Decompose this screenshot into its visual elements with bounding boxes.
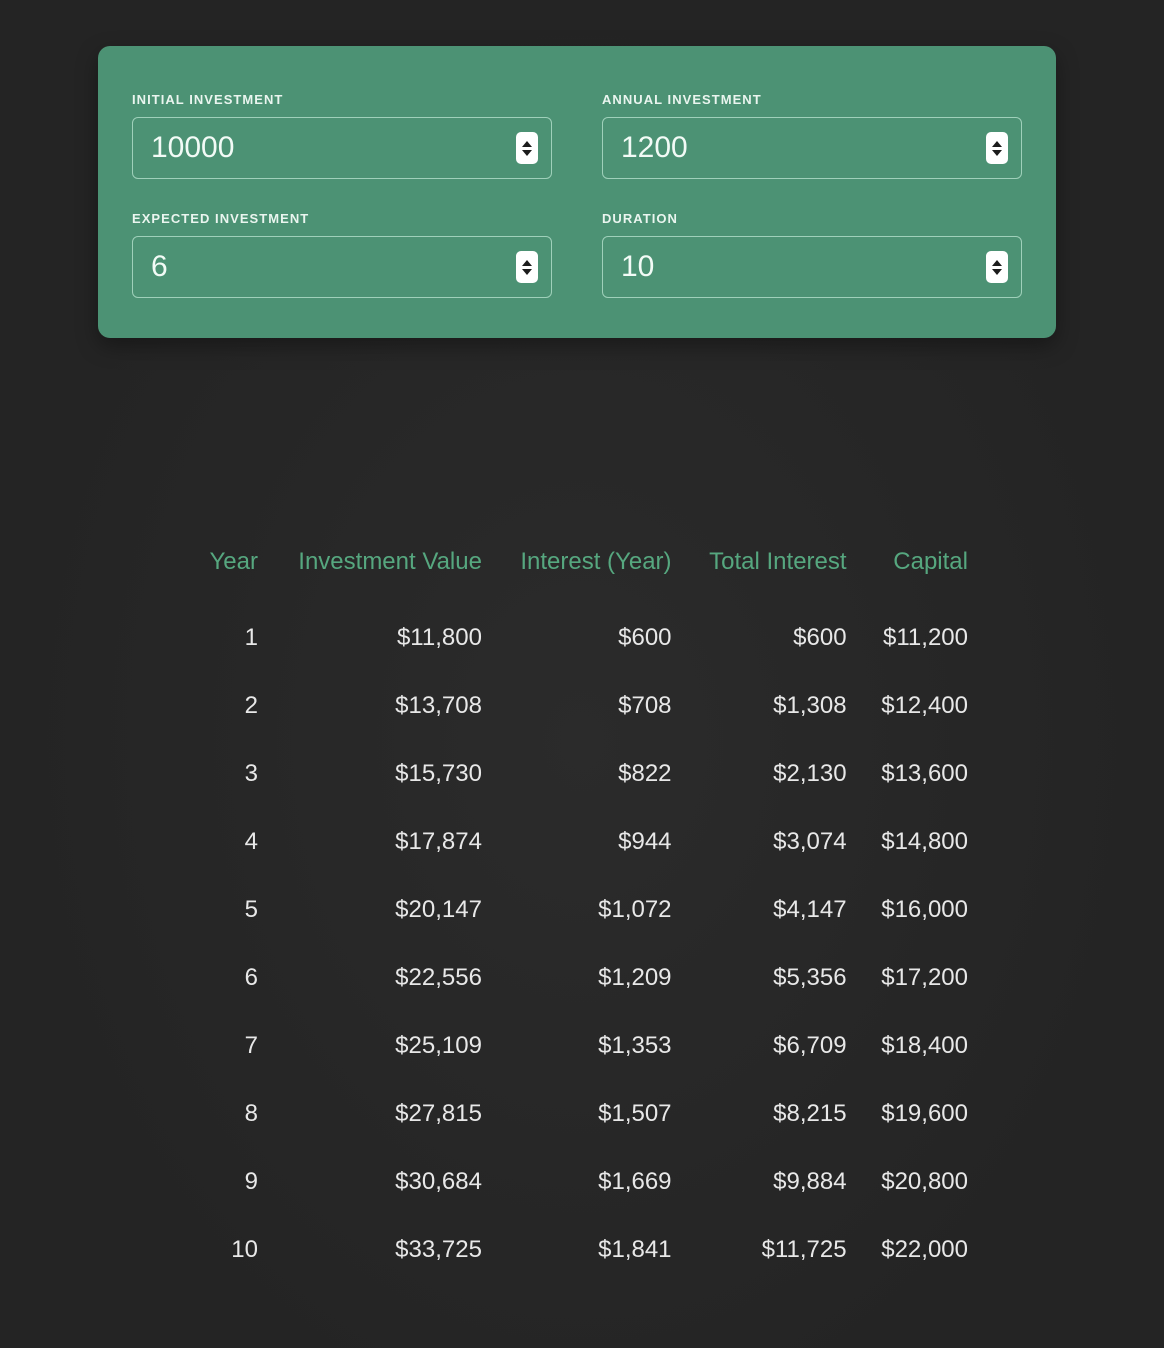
table-row: [182, 1012, 982, 1080]
annual-investment-stepper[interactable]: [986, 132, 1008, 164]
label-annual-investment: ANNUAL INVESTMENT: [602, 92, 762, 107]
table-cell: $600: [618, 624, 672, 651]
table-cell: $1,841: [598, 1236, 672, 1263]
table-cell: 4: [244, 828, 258, 855]
table-cell: $25,109: [395, 1032, 482, 1059]
chevron-up-icon[interactable]: [522, 260, 532, 266]
chevron-down-icon[interactable]: [522, 150, 532, 156]
duration-input-wrap: [602, 236, 1022, 298]
table-cell: $2,130: [773, 760, 847, 787]
table-cell: $4,147: [773, 896, 847, 923]
table-cell: $1,072: [598, 896, 672, 923]
table-row: [182, 672, 982, 740]
table-cell: $1,209: [598, 964, 672, 991]
table-cell: $14,800: [881, 828, 968, 855]
table-cell: $33,725: [395, 1236, 482, 1263]
chevron-down-icon[interactable]: [992, 269, 1002, 275]
label-duration: DURATION: [602, 211, 678, 226]
table-cell: $20,147: [395, 896, 482, 923]
field-annual-investment: [602, 92, 1022, 179]
table-cell: $1,308: [773, 692, 847, 719]
expected-investment-input-wrap: [132, 236, 552, 298]
table-cell: $27,815: [395, 1100, 482, 1127]
table-cell: $20,800: [881, 1168, 968, 1195]
table-cell: 5: [244, 896, 258, 923]
results-table-area: [0, 540, 1164, 1284]
table-cell: $1,353: [598, 1032, 672, 1059]
table-cell: $11,800: [396, 624, 482, 651]
table-header-row: [182, 540, 982, 604]
table-cell: 6: [244, 964, 258, 991]
table-cell: 1: [244, 624, 258, 651]
table-cell: $13,708: [395, 692, 482, 719]
table-cell: $16,000: [881, 896, 968, 923]
table-cell: $15,730: [395, 760, 482, 787]
table-cell: $22,000: [881, 1236, 968, 1263]
table-cell: $17,200: [881, 964, 968, 991]
table-cell: 9: [244, 1168, 258, 1195]
duration-stepper[interactable]: [986, 251, 1008, 283]
initial-investment-input[interactable]: [132, 117, 552, 179]
initial-investment-input-wrap: [132, 117, 552, 179]
table-cell: $11,725: [761, 1236, 847, 1263]
field-expected-investment: [132, 211, 552, 298]
table-cell: 7: [244, 1032, 258, 1059]
table-cell: $13,600: [881, 760, 968, 787]
table-cell: 3: [244, 760, 258, 787]
chevron-up-icon[interactable]: [992, 260, 1002, 266]
header-capital: Capital: [893, 548, 968, 575]
duration-input[interactable]: [602, 236, 1022, 298]
field-initial-investment: [132, 92, 552, 179]
table-row: [182, 604, 982, 672]
table-row: [182, 944, 982, 1012]
table-cell: 2: [244, 692, 258, 719]
expected-investment-stepper[interactable]: [516, 251, 538, 283]
chevron-down-icon[interactable]: [992, 150, 1002, 156]
table-cell: $22,556: [395, 964, 482, 991]
header-total-interest: Total Interest: [709, 548, 847, 575]
table-cell: $19,600: [881, 1100, 968, 1127]
table-cell: $3,074: [773, 828, 847, 855]
table-row: [182, 1148, 982, 1216]
table-cell: $8,215: [773, 1100, 847, 1127]
table-cell: $18,400: [881, 1032, 968, 1059]
table-cell: $30,684: [395, 1168, 482, 1195]
expected-investment-input[interactable]: [132, 236, 552, 298]
table-cell: $17,874: [395, 828, 482, 855]
table-row: [182, 1216, 982, 1284]
table-cell: $944: [618, 828, 672, 855]
table-cell: $1,507: [598, 1100, 672, 1127]
chevron-down-icon[interactable]: [522, 269, 532, 275]
chevron-up-icon[interactable]: [522, 141, 532, 147]
table-cell: 10: [231, 1236, 258, 1263]
label-initial-investment: INITIAL INVESTMENT: [132, 92, 284, 107]
table-row: [182, 876, 982, 944]
table-head: [182, 540, 982, 604]
table-cell: $6,709: [773, 1032, 847, 1059]
header-year: Year: [209, 548, 258, 575]
table-row: [182, 808, 982, 876]
field-duration: [602, 211, 1022, 298]
table-cell: $822: [618, 760, 672, 787]
initial-investment-stepper[interactable]: [516, 132, 538, 164]
table-cell: $708: [618, 692, 672, 719]
table-row: [182, 740, 982, 808]
label-expected-investment: EXPECTED INVESTMENT: [132, 211, 310, 226]
table-cell: $9,884: [773, 1168, 847, 1195]
table-cell: $1,669: [598, 1168, 672, 1195]
header-investment-value: Investment Value: [298, 548, 482, 575]
table-cell: $5,356: [773, 964, 847, 991]
table-cell: 8: [244, 1100, 258, 1127]
input-grid: [132, 92, 1022, 298]
investment-input-card: [98, 46, 1056, 338]
table-cell: $12,400: [881, 692, 968, 719]
chevron-up-icon[interactable]: [992, 141, 1002, 147]
annual-investment-input-wrap: [602, 117, 1022, 179]
annual-investment-input[interactable]: [602, 117, 1022, 179]
header-interest-year: Interest (Year): [520, 548, 672, 575]
table-cell: $600: [793, 624, 847, 651]
investment-results-table: [182, 540, 982, 1284]
table-cell: $11,200: [883, 624, 968, 651]
table-row: [182, 1080, 982, 1148]
table-body: [182, 604, 982, 1284]
